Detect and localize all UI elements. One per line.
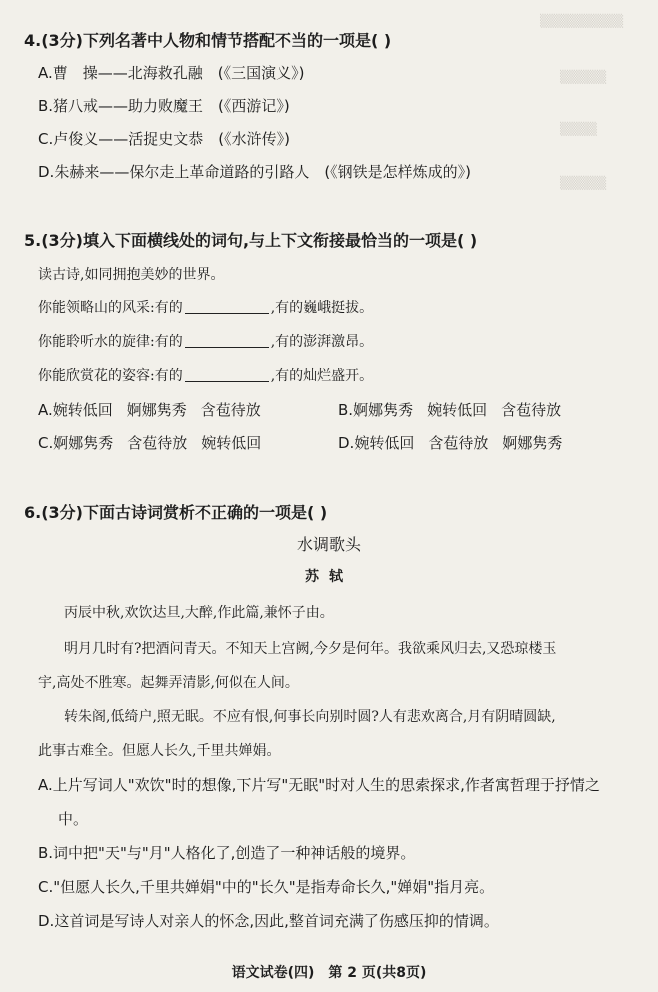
option-word: 婉转低回 xyxy=(354,434,415,452)
q5-line-3-before: 你能欣赏花的姿容:有的 xyxy=(38,368,183,384)
q5-line-1-after: ,有的巍峨挺拔。 xyxy=(270,300,374,316)
bleed-through-decoration: ▒▒▒▒▒ xyxy=(560,70,607,84)
option-word: 含苞待放 xyxy=(127,434,188,452)
q6-option-b: B.词中把"天"与"月"人格化了,创造了一种神话般的境界。 xyxy=(38,844,416,862)
option-label: C. xyxy=(38,434,54,452)
page-footer: 语文试卷(四) 第 2 页(共8页) xyxy=(231,965,427,981)
option-word: 婀娜隽秀 xyxy=(53,434,114,452)
q4-option-c: C.卢俊义——活捉史文恭 (《水浒传》) xyxy=(38,130,290,148)
poem-preface: 丙辰中秋,欢饮达旦,大醉,作此篇,兼怀子由。 xyxy=(64,605,334,621)
poem-author: 苏轼 xyxy=(305,569,353,585)
option-word: 婉转低回 xyxy=(52,401,113,419)
poem-line: 明月几时有?把酒问青天。不知天上宫阙,今夕是何年。我欲乘风归去,又恐琼楼玉 xyxy=(64,641,557,657)
q5-stem: 5.(3分)填入下面横线处的词句,与上下文衔接最恰当的一项是( ) xyxy=(24,231,478,250)
q5-option-b xyxy=(338,399,561,420)
q5-line-2-before: 你能聆听水的旋律:有的 xyxy=(38,334,183,350)
q6-option-a-continued: 中。 xyxy=(58,810,89,828)
q5-line-3-after: ,有的灿烂盛开。 xyxy=(270,368,374,384)
poem-line: 转朱阁,低绮户,照无眠。不应有恨,何事长向别时圆?人有悲欢离合,月有阴晴圆缺, xyxy=(64,709,556,725)
q5-option-c xyxy=(38,432,261,453)
q6-option-c: C."但愿人长久,千里共婵娟"中的"长久"是指寿命长久,"婵娟"指月亮。 xyxy=(38,878,495,896)
option-word: 含苞待放 xyxy=(428,434,489,452)
q5-blank-line-2 xyxy=(38,331,373,351)
poem-line: 此事古难全。但愿人长久,千里共婵娟。 xyxy=(38,743,281,759)
q4-option-b: B.猪八戒——助力败魔王 (《西游记》) xyxy=(38,97,290,115)
q6-option-a: A.上片写词人"欢饮"时的想像,下片写"无眠"时对人生的思索探求,作者寓哲理于抒情之 xyxy=(38,776,600,794)
q6-stem: 6.(3分)下面古诗词赏析不正确的一项是( ) xyxy=(24,503,328,522)
option-word: 婉转低回 xyxy=(201,434,262,452)
option-label: A. xyxy=(38,401,53,419)
q5-line-2-after: ,有的澎湃激昂。 xyxy=(270,334,374,350)
option-label: D. xyxy=(338,434,355,452)
q5-blank-line-3 xyxy=(38,365,373,385)
option-word: 婀娜隽秀 xyxy=(502,434,563,452)
poem-title: 水调歌头 xyxy=(296,535,361,554)
option-word: 含苞待放 xyxy=(501,401,562,419)
bleed-through-decoration: ▒▒▒▒▒▒▒▒▒ xyxy=(540,14,624,28)
answer-blank[interactable] xyxy=(185,381,269,382)
q5-blank-line-1 xyxy=(38,297,373,317)
option-word: 含苞待放 xyxy=(200,401,261,419)
bleed-through-decoration: ▒▒▒▒▒ xyxy=(560,176,607,190)
option-word: 婀娜隽秀 xyxy=(126,401,187,419)
poem-line: 宇,高处不胜寒。起舞弄清影,何似在人间。 xyxy=(38,675,299,691)
q4-stem: 4.(3分)下列名著中人物和情节搭配不当的一项是( ) xyxy=(24,31,392,50)
answer-blank[interactable] xyxy=(185,313,269,314)
q5-option-d xyxy=(338,432,562,453)
option-word: 婉转低回 xyxy=(427,401,488,419)
answer-blank[interactable] xyxy=(185,347,269,348)
q4-option-d: D.朱赫来——保尔走上革命道路的引路人 (《钢铁是怎样炼成的》) xyxy=(38,163,472,181)
option-label: B. xyxy=(338,401,354,419)
q5-line-1-before: 你能领略山的风采:有的 xyxy=(38,300,183,316)
option-word: 婀娜隽秀 xyxy=(353,401,414,419)
bleed-through-decoration: ▒▒▒▒ xyxy=(560,122,597,136)
q6-option-d: D.这首词是写诗人对亲人的怀念,因此,整首词充满了伤感压抑的情调。 xyxy=(38,912,499,930)
q5-option-a xyxy=(38,399,261,420)
q4-option-a: A.曹 操——北海救孔融 (《三国演义》) xyxy=(38,64,305,82)
q5-intro: 读古诗,如同拥抱美妙的世界。 xyxy=(38,267,225,283)
